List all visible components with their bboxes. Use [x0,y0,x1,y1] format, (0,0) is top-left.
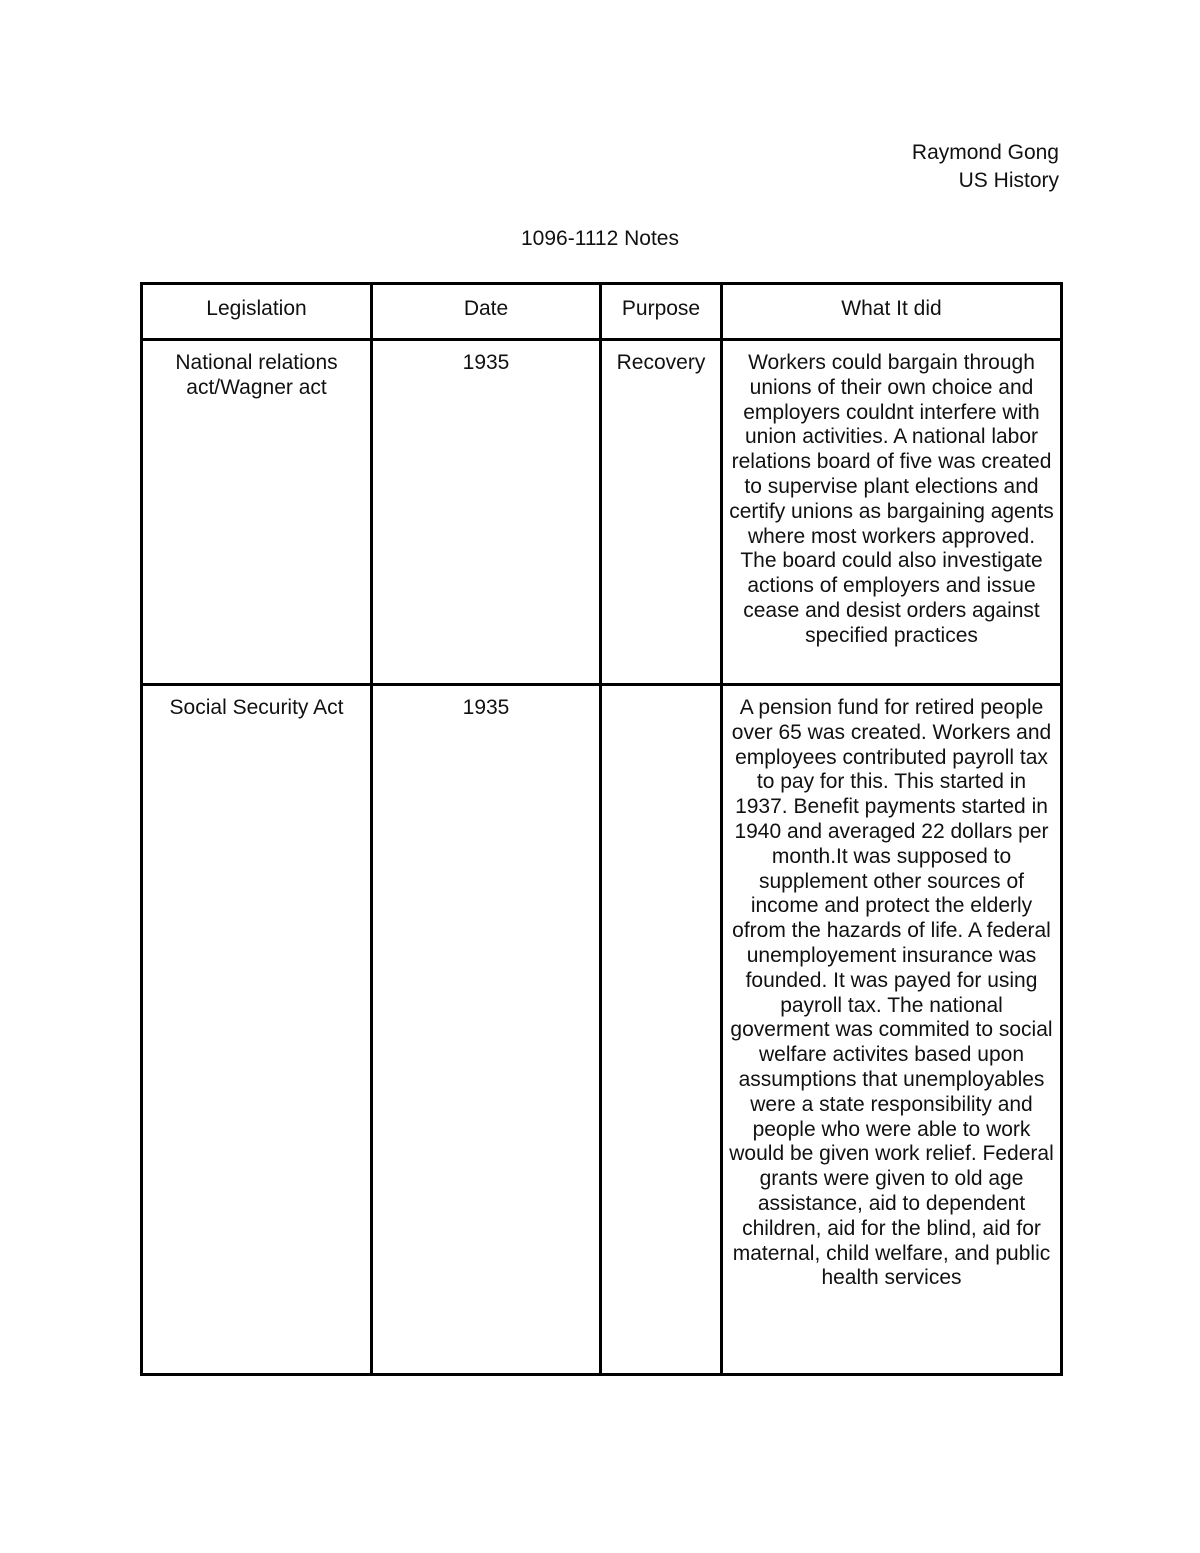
what-it-did-cell: A pension fund for retired people over 65 was created. Workers and employees contributed payroll tax to pay for this. This started in 1937. Benefit payments started in 1940 and averaged 22 dollars per month.It was supposed to supplement other sources of income and protect the elderly ofrom the hazards of life. A federal unemployement insurance was founded. It was payed for using payroll tax. The national goverment was commited to social welfare activites based upon assumptions that unemployables were a state responsibility and people who were able to work would be given work relief. Federal grants were given to old age assistance, aid to dependent children, aid for the blind, aid for maternal, child welfare, and public health services [722,685,1062,1375]
column-header-purpose: Purpose [601,284,722,340]
what-it-did-cell: Workers could bargain through unions of their own choice and employers couldnt interfere with union activities. A national labor relations board of five was created to supervise plant elections and certify unions as bargaining agents where most workers approved. The board could also investigate actions of employers and issue cease and desist orders against specified practices [722,340,1062,685]
course-name: US History [958,169,1059,192]
column-header-legislation: Legislation [142,284,372,340]
column-header-what-it-did: What It did [722,284,1062,340]
table-row [142,340,1062,685]
table-header-row [142,284,1062,340]
document-title: 1096-1112 Notes [520,227,679,250]
purpose-cell [601,685,722,1375]
column-header-date: Date [372,284,601,340]
legislation-cell: Social Security Act [142,685,372,1375]
date-cell: 1935 [372,340,601,685]
legislation-cell: National relations act/Wagner act [142,340,372,685]
notes-table [140,282,1063,1376]
purpose-cell: Recovery [601,340,722,685]
author-header [912,139,1059,195]
date-cell: 1935 [372,685,601,1375]
author-name: Raymond Gong [911,141,1059,164]
table-row [142,685,1062,1375]
